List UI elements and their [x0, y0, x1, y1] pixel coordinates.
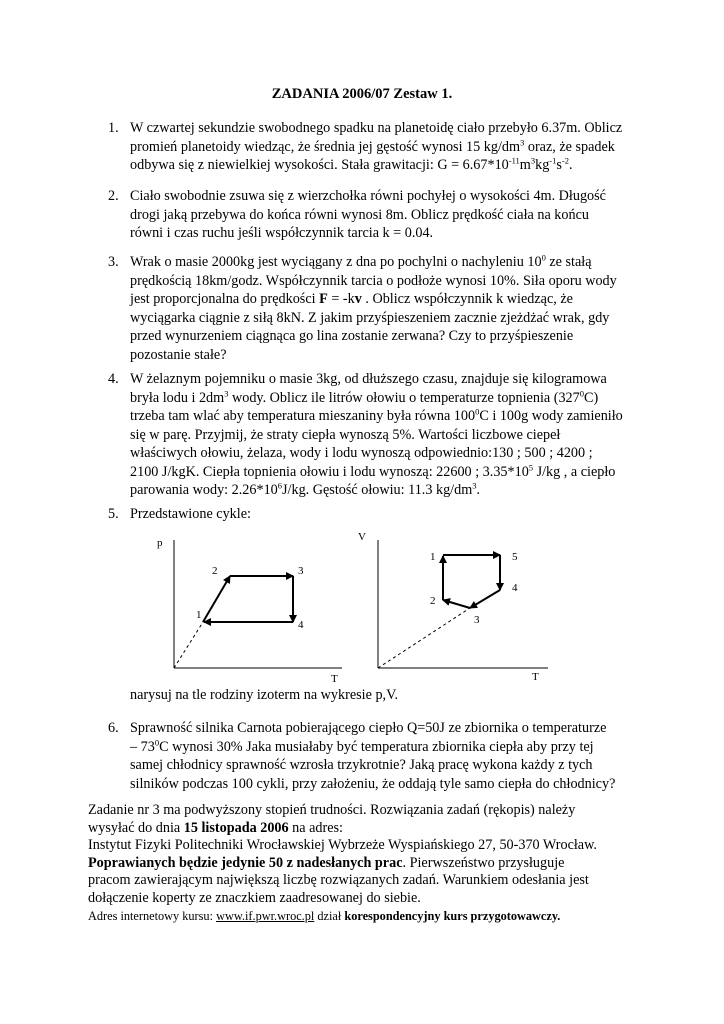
- point-label: 4: [512, 582, 518, 594]
- point-label: 3: [474, 614, 480, 626]
- task-number: 5.: [108, 506, 119, 522]
- task-line: 2100 J/kgK. Ciepła topnienia ołowiu i lodu wynoszą: 22600 ; $3.35*10^5$ J/kg , a ciepło: [130, 461, 616, 480]
- point-label: 1: [430, 551, 436, 563]
- task-line: trzeba tam wlać aby temperatura mieszaniny była równa $100^0C$ i 100g wody zamieniło: [130, 406, 623, 424]
- task-line: drogi jaką przebywa do końca równi wynosi 8m. Oblicz prędkość ciała na końcu: [130, 206, 589, 223]
- task-line: promień planetoidy wiedząc, że średnia jej gęstość wynosi 15 $kg/dm^3$ oraz, że spadek: [130, 136, 615, 155]
- x-axis-label: T: [532, 671, 539, 683]
- task-line: narysuj na tle rodziny izoterm na wykresie p,V.: [130, 687, 399, 703]
- footer-line: Poprawianych będzie jedynie 50 z nadesłanych prac. Pierwszeństwo przysługuje: [88, 854, 565, 871]
- task-line: równi i czas ruchu jeśli współczynnik tarcia k = 0.04.: [130, 225, 434, 241]
- cycle-edge: [443, 600, 470, 608]
- footer-line: pracom zawierającym największą liczbę rozwiązanych zadań. Warunkiem odesłania jest: [88, 872, 589, 889]
- task-line: pozostanie stałe?: [130, 346, 227, 363]
- origin-line: [174, 622, 203, 668]
- task-line: W żelaznym pojemniku o masie 3kg, od dłuższego czasu, znajduje się kilogramowa: [130, 371, 607, 387]
- task-line: jest proporcjonalna do prędkości F = -kv . Oblicz współczynnik k wiedząc, że: [130, 291, 573, 307]
- task-line: Sprawność silnika Carnota pobierającego ciepło Q=50J ze zbiornika o temperaturze: [130, 720, 607, 736]
- task-line: właściwych ołowiu, żelaza, wody i lodu wynoszą odpowiednio:130 ; 500 ; 4200 ;: [130, 445, 593, 461]
- point-label: 3: [298, 565, 304, 577]
- task-line: bryła lodu i $2dm^3$ wody. Oblicz ile litrów ołowiu o temperaturze topnienia $(327^0C)$: [130, 387, 599, 406]
- task-line: przed wynurzeniem ciągnąca go lina zostanie zerwana? Czy to przyśpieszenie: [130, 328, 574, 344]
- cycle-diagrams: [0, 520, 724, 700]
- task-line: się w parę. Przyjmij, że straty ciepła wynoszą 5%. Wartości liczbowe ciepeł: [130, 426, 561, 443]
- task-line: silników podczas 100 cykli, przy założeniu, że oddają tyle samo ciepła do chłodnicy?: [130, 775, 616, 792]
- task-line: parowania wody: $2.26*10^6J/kg$. Gęstość ołowiu: 11.3 $kg/dm^3$.: [130, 480, 481, 498]
- task-line: Wrak o masie 2000kg jest wyciągany z dna po pochylni o nachyleniu $10^0$ ze stałą: [130, 252, 592, 270]
- cycle-edge: [470, 590, 500, 608]
- y-axis-label: V: [358, 531, 366, 543]
- task-line: W czwartej sekundzie swobodnego spadku na planetoidę ciało przebyło 6.37m. Oblicz: [130, 120, 623, 136]
- task-line: wyciągarka ciągnie z siłą 8kN. Z jakim przyśpieszeniem zacznie zjeżdżać wrak, gdy: [130, 309, 610, 326]
- point-label: 2: [212, 565, 218, 577]
- origin-line: [378, 608, 470, 668]
- task-number: 1.: [108, 120, 119, 136]
- footer-line: Instytut Fizyki Politechniki Wrocławskiej Wybrzeże Wyspiańskiego 27, 50-370 Wrocław.: [88, 837, 597, 854]
- footer-line: wysyłać do dnia 15 listopada 2006 na adres:: [88, 819, 343, 836]
- graph-v-t: [358, 531, 548, 683]
- point-label: 5: [512, 551, 518, 563]
- task-number: 2.: [108, 188, 119, 204]
- footer-line: Zadanie nr 3 ma podwyższony stopień trudności. Rozwiązania zadań (rękopis) należy: [88, 802, 576, 818]
- task-number: 6.: [108, 720, 119, 736]
- footer-line: Adres internetowy kursu: www.if.pwr.wroc.pl dział korespondencyjny kurs przygotowawczy.: [88, 908, 561, 923]
- task-number: 3.: [108, 254, 119, 270]
- task-line: prędkością 18km/godz. Współczynnik tarcia o podłoże wynosi 10%. Siła oporu wody: [130, 272, 617, 289]
- task-line: samej chłodnicy sprawność wzrosła trzykrotnie? Jaką pracę wykona każdy z tych: [130, 757, 593, 773]
- footer-notes: [88, 802, 628, 925]
- x-axis-label: T: [331, 673, 338, 685]
- point-label: 2: [430, 595, 436, 607]
- course-link[interactable]: www.if.pwr.wroc.pl: [216, 908, 315, 923]
- page-title: ZADANIA 2006/07 Zestaw 1.: [271, 86, 453, 102]
- task-line: Przedstawione cykle:: [130, 506, 251, 522]
- y-axis-label: p: [157, 537, 163, 549]
- task-line: odbywa się z niewielkiej wysokości. Stała grawitacji: $G = 6.67*10^{-11}m^3kg^{-1}s^{-2}$.: [130, 155, 573, 173]
- task-number: 4.: [108, 371, 119, 387]
- graph-p-t: [157, 537, 342, 685]
- footer-line: dołączenie koperty ze znaczkiem zaadresowanej do siebie.: [88, 889, 421, 906]
- task-line: Ciało swobodnie zsuwa się z wierzchołka równi pochyłej o wysokości 4m. Długość: [130, 188, 606, 204]
- cycle-edge: [203, 576, 230, 622]
- point-label: 1: [196, 609, 202, 621]
- task-line: – $73^0C$ wynosi 30% Jaka musiałaby być temperatura zbiornika ciepła aby przy tej: [130, 736, 594, 755]
- point-label: 4: [298, 619, 304, 631]
